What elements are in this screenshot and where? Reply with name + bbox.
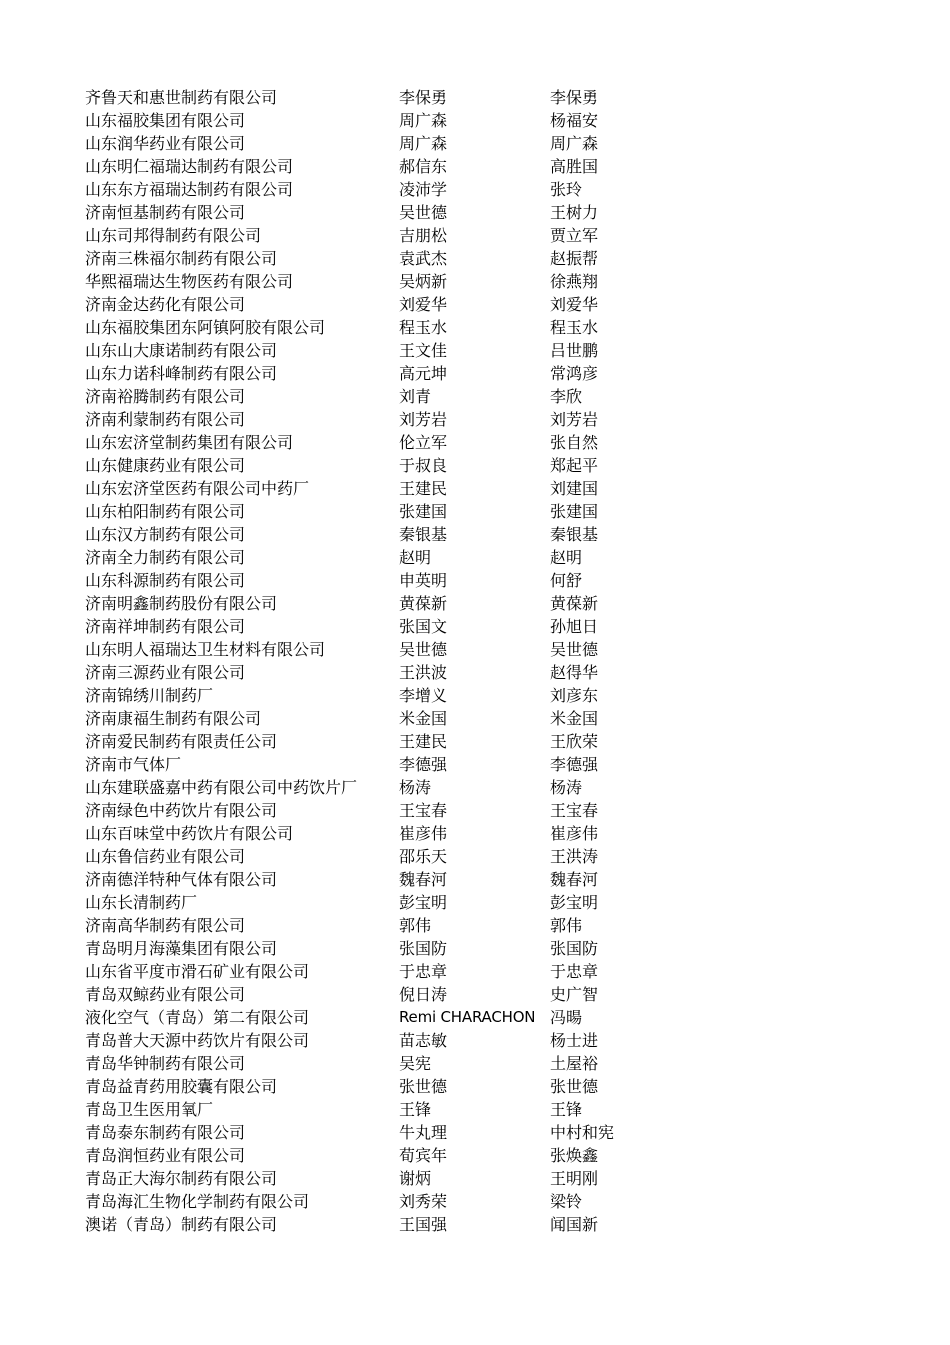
company-name-cell: 山东长清制药厂: [85, 893, 198, 912]
company-name-cell: 山东省平度市滑石矿业有限公司: [85, 962, 310, 981]
table-row: [0, 891, 950, 914]
company-name-cell: 青岛泰东制药有限公司: [85, 1123, 246, 1142]
responsible-person-cell: 王欣荣: [550, 732, 599, 751]
table-row: [0, 155, 950, 178]
table-row: [0, 500, 950, 523]
responsible-person-cell: 魏春河: [550, 870, 599, 889]
responsible-person-cell: 中村和宪: [550, 1123, 615, 1142]
responsible-person-cell: 张焕鑫: [550, 1146, 599, 1165]
legal-representative-cell: 周广森: [399, 134, 448, 153]
company-name-cell: 青岛海汇生物化学制药有限公司: [85, 1192, 310, 1211]
responsible-person-cell: 杨涛: [550, 778, 583, 797]
legal-representative-cell: 王宝春: [399, 801, 448, 820]
table-row: [0, 799, 950, 822]
legal-representative-cell: 吴炳新: [399, 272, 448, 291]
responsible-person-cell: 赵明: [550, 548, 583, 567]
table-row: [0, 385, 950, 408]
company-name-cell: 青岛普大天源中药饮片有限公司: [85, 1031, 310, 1050]
table-row: [0, 1167, 950, 1190]
table-row: [0, 822, 950, 845]
legal-representative-cell: 张世德: [399, 1077, 448, 1096]
responsible-person-cell: 李欣: [550, 387, 583, 406]
legal-representative-cell: 刘秀荣: [399, 1192, 448, 1211]
company-name-cell: 青岛卫生医用氧厂: [85, 1100, 214, 1119]
table-row: [0, 132, 950, 155]
table-row: [0, 960, 950, 983]
table-row: [0, 684, 950, 707]
responsible-person-cell: 张玲: [550, 180, 583, 199]
company-name-cell: 山东司邦得制药有限公司: [85, 226, 262, 245]
company-name-cell: 山东力诺科峰制药有限公司: [85, 364, 278, 383]
legal-representative-cell: 米金国: [399, 709, 448, 728]
company-name-cell: 山东明人福瑞达卫生材料有限公司: [85, 640, 326, 659]
table-row: [0, 201, 950, 224]
company-name-cell: 济南金达药化有限公司: [85, 295, 246, 314]
responsible-person-cell: 崔彦伟: [550, 824, 599, 843]
responsible-person-cell: 贾立军: [550, 226, 599, 245]
legal-representative-cell: 黄葆新: [399, 594, 448, 613]
legal-representative-cell: 凌沛学: [399, 180, 448, 199]
company-name-cell: 山东福胶集团有限公司: [85, 111, 246, 130]
company-name-cell: 液化空气（青岛）第二有限公司: [85, 1008, 310, 1027]
responsible-person-cell: 王锋: [550, 1100, 583, 1119]
legal-representative-cell: 刘芳岩: [399, 410, 448, 429]
table-row: [0, 569, 950, 592]
legal-representative-cell: 吉朋松: [399, 226, 448, 245]
table-row: [0, 270, 950, 293]
table-row: [0, 615, 950, 638]
table-row: [0, 776, 950, 799]
company-name-cell: 青岛华钟制药有限公司: [85, 1054, 246, 1073]
responsible-person-cell: 赵得华: [550, 663, 599, 682]
company-name-cell: 济南市气体厂: [85, 755, 182, 774]
company-name-cell: 山东科源制药有限公司: [85, 571, 246, 590]
legal-representative-cell: 王文佳: [399, 341, 448, 360]
responsible-person-cell: 高胜国: [550, 157, 599, 176]
table-row: [0, 730, 950, 753]
company-name-cell: 济南高华制药有限公司: [85, 916, 246, 935]
legal-representative-cell: 李保勇: [399, 88, 448, 107]
company-name-cell: 山东百味堂中药饮片有限公司: [85, 824, 294, 843]
table-row: [0, 661, 950, 684]
responsible-person-cell: 吴世德: [550, 640, 599, 659]
company-name-cell: 青岛明月海藻集团有限公司: [85, 939, 278, 958]
legal-representative-cell: 王建民: [399, 479, 448, 498]
responsible-person-cell: 史广智: [550, 985, 599, 1004]
company-name-cell: 山东福胶集团东阿镇阿胶有限公司: [85, 318, 326, 337]
company-name-cell: 华熙福瑞达生物医药有限公司: [85, 272, 294, 291]
table-row: [0, 707, 950, 730]
responsible-person-cell: 刘芳岩: [550, 410, 599, 429]
table-row: [0, 408, 950, 431]
legal-representative-cell: 谢炳: [399, 1169, 432, 1188]
table-row: [0, 1075, 950, 1098]
company-name-cell: 青岛益青药用胶囊有限公司: [85, 1077, 278, 1096]
company-name-cell: 济南锦绣川制药厂: [85, 686, 214, 705]
legal-representative-cell: 伦立军: [399, 433, 448, 452]
table-row: [0, 937, 950, 960]
table-row: [0, 86, 950, 109]
legal-representative-cell: 荀宾年: [399, 1146, 448, 1165]
table-row: [0, 178, 950, 201]
responsible-person-cell: 梁铃: [550, 1192, 583, 1211]
responsible-person-cell: 彭宝明: [550, 893, 599, 912]
company-name-cell: 青岛双鲸药业有限公司: [85, 985, 246, 1004]
responsible-person-cell: 李德强: [550, 755, 599, 774]
legal-representative-cell: 程玉水: [399, 318, 448, 337]
table-row: [0, 431, 950, 454]
legal-representative-cell: 袁武杰: [399, 249, 448, 268]
responsible-person-cell: 吕世鹏: [550, 341, 599, 360]
responsible-person-cell: 杨福安: [550, 111, 599, 130]
responsible-person-cell: 王洪涛: [550, 847, 599, 866]
table-row: [0, 523, 950, 546]
company-name-cell: 济南绿色中药饮片有限公司: [85, 801, 278, 820]
responsible-person-cell: 张国防: [550, 939, 599, 958]
company-name-cell: 山东柏阳制药有限公司: [85, 502, 246, 521]
company-name-cell: 澳诺（青岛）制药有限公司: [85, 1215, 278, 1234]
legal-representative-cell: 王国强: [399, 1215, 448, 1234]
company-name-cell: 齐鲁天和惠世制药有限公司: [85, 88, 278, 107]
responsible-person-cell: 冯暘: [550, 1008, 583, 1027]
legal-representative-cell: 郭伟: [399, 916, 432, 935]
responsible-person-cell: 王明刚: [550, 1169, 599, 1188]
table-row: [0, 753, 950, 776]
responsible-person-cell: 程玉水: [550, 318, 599, 337]
company-name-cell: 济南三株福尔制药有限公司: [85, 249, 278, 268]
table-row: [0, 638, 950, 661]
company-name-cell: 青岛润恒药业有限公司: [85, 1146, 246, 1165]
table-row: [0, 1190, 950, 1213]
company-name-cell: 山东汉方制药有限公司: [85, 525, 246, 544]
company-name-cell: 山东山大康诺制药有限公司: [85, 341, 278, 360]
table-row: [0, 362, 950, 385]
responsible-person-cell: 黄葆新: [550, 594, 599, 613]
responsible-person-cell: 李保勇: [550, 88, 599, 107]
table-row: [0, 914, 950, 937]
table-row: [0, 316, 950, 339]
legal-representative-cell: 郝信东: [399, 157, 448, 176]
legal-representative-cell: 高元坤: [399, 364, 448, 383]
responsible-person-cell: 郑起平: [550, 456, 599, 475]
legal-representative-cell: 杨涛: [399, 778, 432, 797]
company-name-cell: 济南恒基制药有限公司: [85, 203, 246, 222]
responsible-person-cell: 王宝春: [550, 801, 599, 820]
legal-representative-cell: 李德强: [399, 755, 448, 774]
legal-representative-cell: 牛丸理: [399, 1123, 448, 1142]
company-name-cell: 山东明仁福瑞达制药有限公司: [85, 157, 294, 176]
table-row: [0, 845, 950, 868]
table-row: [0, 109, 950, 132]
legal-representative-cell: 刘青: [399, 387, 432, 406]
company-name-cell: 山东建联盛嘉中药有限公司中药饮片厂: [85, 778, 358, 797]
table-row: [0, 339, 950, 362]
company-name-cell: 济南利蒙制药有限公司: [85, 410, 246, 429]
company-name-cell: 山东鲁信药业有限公司: [85, 847, 246, 866]
responsible-person-cell: 何舒: [550, 571, 583, 590]
legal-representative-cell: 魏春河: [399, 870, 448, 889]
company-name-cell: 山东宏济堂制药集团有限公司: [85, 433, 294, 452]
company-name-cell: 济南全力制药有限公司: [85, 548, 246, 567]
table-row: [0, 1029, 950, 1052]
table-row: [0, 247, 950, 270]
legal-representative-cell: 吴世德: [399, 203, 448, 222]
spreadsheet: [0, 86, 950, 1236]
legal-representative-cell: 王建民: [399, 732, 448, 751]
responsible-person-cell: 赵振帮: [550, 249, 599, 268]
company-name-cell: 济南德洋特种气体有限公司: [85, 870, 278, 889]
responsible-person-cell: 米金国: [550, 709, 599, 728]
legal-representative-cell: 秦银基: [399, 525, 448, 544]
table-row: [0, 1006, 950, 1029]
company-name-cell: 山东润华药业有限公司: [85, 134, 246, 153]
legal-representative-cell: 苗志敏: [399, 1031, 448, 1050]
company-name-cell: 山东宏济堂医药有限公司中药厂: [85, 479, 310, 498]
legal-representative-cell: 倪日涛: [399, 985, 448, 1004]
legal-representative-cell: 张国文: [399, 617, 448, 636]
company-name-cell: 济南明鑫制药股份有限公司: [85, 594, 278, 613]
table-row: [0, 1121, 950, 1144]
legal-representative-cell: 邵乐天: [399, 847, 448, 866]
legal-representative-cell: 周广森: [399, 111, 448, 130]
legal-representative-cell: 崔彦伟: [399, 824, 448, 843]
table-row: [0, 477, 950, 500]
responsible-person-cell: 孙旭日: [550, 617, 599, 636]
responsible-person-cell: 王树力: [550, 203, 599, 222]
company-name-cell: 济南爱民制药有限责任公司: [85, 732, 278, 751]
responsible-person-cell: 秦银基: [550, 525, 599, 544]
legal-representative-cell: 申英明: [399, 571, 448, 590]
company-name-cell: 济南三源药业有限公司: [85, 663, 246, 682]
responsible-person-cell: 刘彦东: [550, 686, 599, 705]
legal-representative-cell: 张建国: [399, 502, 448, 521]
responsible-person-cell: 常鸿彦: [550, 364, 599, 383]
table-row: [0, 868, 950, 891]
company-name-cell: 济南康福生制药有限公司: [85, 709, 262, 728]
company-name-cell: 山东东方福瑞达制药有限公司: [85, 180, 294, 199]
legal-representative-cell: 吴世德: [399, 640, 448, 659]
responsible-person-cell: 刘建国: [550, 479, 599, 498]
responsible-person-cell: 张自然: [550, 433, 599, 452]
table-row: [0, 224, 950, 247]
company-name-cell: 山东健康药业有限公司: [85, 456, 246, 475]
legal-representative-cell: 王锋: [399, 1100, 432, 1119]
legal-representative-cell: 于叔良: [399, 456, 448, 475]
company-name-cell: 青岛正大海尔制药有限公司: [85, 1169, 278, 1188]
responsible-person-cell: 周广森: [550, 134, 599, 153]
legal-representative-cell: 王洪波: [399, 663, 448, 682]
legal-representative-cell: 赵明: [399, 548, 432, 567]
responsible-person-cell: 郭伟: [550, 916, 583, 935]
responsible-person-cell: 张建国: [550, 502, 599, 521]
table-row: [0, 454, 950, 477]
company-name-cell: 济南祥坤制药有限公司: [85, 617, 246, 636]
table-row: [0, 1213, 950, 1236]
table-row: [0, 1144, 950, 1167]
table-row: [0, 293, 950, 316]
legal-representative-cell: 吴宪: [399, 1054, 432, 1073]
legal-representative-cell: 刘爱华: [399, 295, 448, 314]
responsible-person-cell: 闻国新: [550, 1215, 599, 1234]
responsible-person-cell: 张世德: [550, 1077, 599, 1096]
table-row: [0, 1098, 950, 1121]
table-row: [0, 983, 950, 1006]
responsible-person-cell: 杨士进: [550, 1031, 599, 1050]
table-row: [0, 1052, 950, 1075]
legal-representative-cell: 于忠章: [399, 962, 448, 981]
legal-representative-cell: 李增义: [399, 686, 448, 705]
legal-representative-cell: 彭宝明: [399, 893, 448, 912]
table-row: [0, 546, 950, 569]
responsible-person-cell: 刘爱华: [550, 295, 599, 314]
responsible-person-cell: 于忠章: [550, 962, 599, 981]
legal-representative-cell: 张国防: [399, 939, 448, 958]
responsible-person-cell: 徐燕翔: [550, 272, 599, 291]
table-row: [0, 592, 950, 615]
legal-representative-cell: Remi CHARACHON: [399, 1008, 536, 1026]
responsible-person-cell: 土屋裕: [550, 1054, 599, 1073]
company-name-cell: 济南裕腾制药有限公司: [85, 387, 246, 406]
